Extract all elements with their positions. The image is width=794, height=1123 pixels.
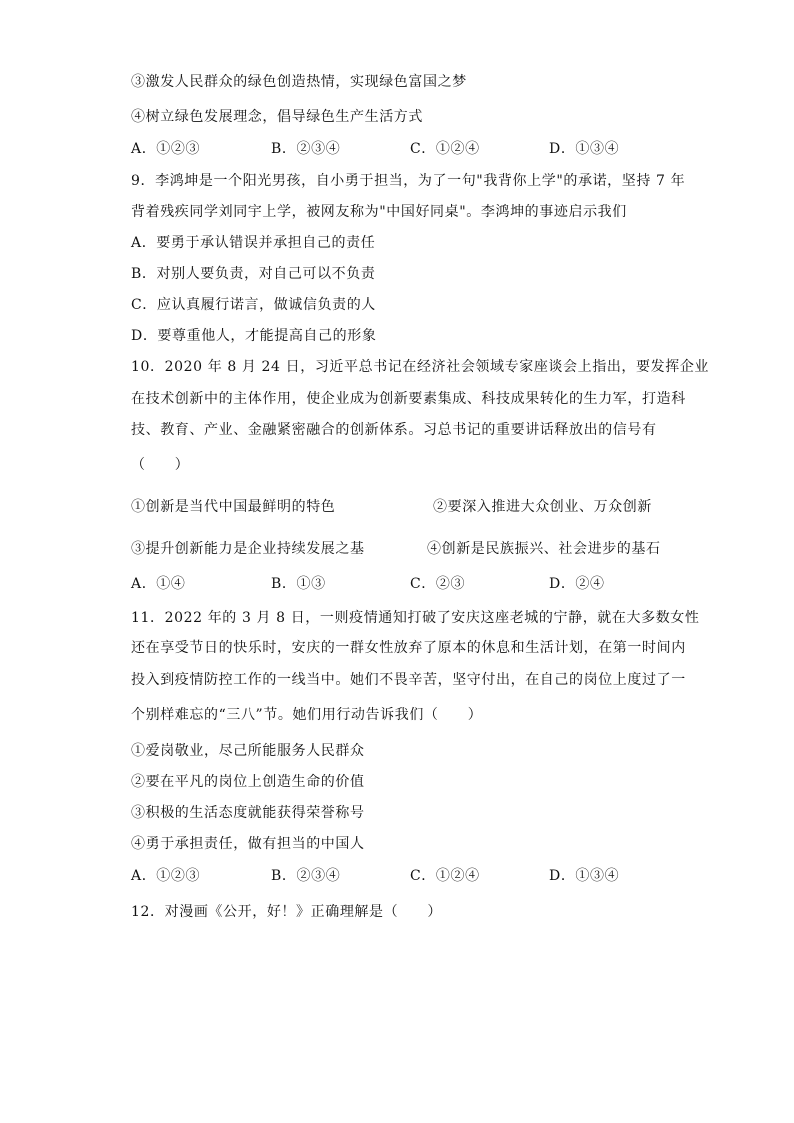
q8-item-3: ③激发人民群众的绿色创造热情，实现绿色富国之梦 <box>131 74 467 90</box>
q8-option-c: C．①②④ <box>410 141 480 157</box>
q9-option-d: D．要尊重他人，才能提高自己的形象 <box>131 328 377 344</box>
q9-option-a: A．要勇于承认错误并承担自己的责任 <box>131 235 376 251</box>
q10-item-1: ①创新是当代中国最鲜明的特色 <box>131 499 336 515</box>
q11-options <box>131 866 671 886</box>
q8-item-4: ④树立绿色发展理念，倡导绿色生产生活方式 <box>131 109 423 125</box>
q9-option-b: B．对别人要负责，对自己可以不负责 <box>131 266 376 282</box>
q10-item-4: ④创新是民族振兴、社会进步的基石 <box>427 541 661 557</box>
q11-item-3: ③积极的生活态度就能获得荣誉称号 <box>131 805 365 821</box>
q8-option-d: D．①③④ <box>549 141 620 157</box>
q10-stem-line-1: 10．2020 年 8 月 24 日，习近平总书记在经济社会领域专家座谈会上指出，要发挥企业 <box>131 359 710 375</box>
q10-answer-blank: （ ） <box>131 457 190 473</box>
q8-option-b: B．②③④ <box>271 141 341 157</box>
q9-stem-line-2: 背着残疾同学刘同宇上学，被网友称为"中国好同桌"。李鸿坤的事迹启示我们 <box>131 204 627 220</box>
q10-option-c: C．②③ <box>410 576 466 592</box>
q9-option-c: C．应认真履行诺言，做诚信负责的人 <box>131 297 376 313</box>
q10-option-b: B．①③ <box>271 576 326 592</box>
q11-stem-line-2: 还在享受节日的快乐时，安庆的一群女性放弃了原本的休息和生活计划，在第一时间内 <box>131 640 686 656</box>
q11-option-d: D．①③④ <box>549 868 620 884</box>
q8-option-a: A．①②③ <box>131 141 201 157</box>
q10-stem-line-3: 技、教育、产业、金融紧密融合的创新体系。习总书记的重要讲话释放出的信号有 <box>131 422 657 438</box>
q10-item-2: ②要深入推进大众创业、万众创新 <box>433 499 652 515</box>
q11-option-b: B．②③④ <box>271 868 341 884</box>
q10-stem-line-2: 在技术创新中的主体作用，使企业成为创新要素集成、科技成果转化的生力军，打造科 <box>131 391 686 407</box>
q10-options <box>131 574 671 594</box>
q8-options <box>131 139 671 159</box>
q12-stem-line-1: 12．对漫画《公开，好！》正确理解是（ ） <box>131 904 443 920</box>
q11-item-1: ①爱岗敬业，尽己所能服务人民群众 <box>131 743 365 759</box>
q11-stem-line-4: 个别样难忘的“三八”节。她们用行动告诉我们（ ） <box>131 707 483 723</box>
q11-option-c: C．①②④ <box>410 868 480 884</box>
q10-option-d: D．②④ <box>549 576 605 592</box>
q9-stem-line-1: 9．李鸿坤是一个阳光男孩，自小勇于担当，为了一句"我背你上学"的承诺，坚持 7 年 <box>131 173 686 189</box>
q10-item-3: ③提升创新能力是企业持续发展之基 <box>131 541 365 557</box>
q10-items-row-2 <box>131 539 671 559</box>
q11-stem-line-3: 投入到疫情防控工作的一线当中。她们不畏辛苦，坚守付出，在自己的岗位上度过了一 <box>131 672 686 688</box>
q11-item-2: ②要在平凡的岗位上创造生命的价值 <box>131 774 365 790</box>
q10-option-a: A．①④ <box>131 576 186 592</box>
q10-items-row-1 <box>131 497 671 517</box>
q11-option-a: A．①②③ <box>131 868 201 884</box>
q11-item-4: ④勇于承担责任，做有担当的中国人 <box>131 836 365 852</box>
q11-stem-line-1: 11．2022 年的 3 月 8 日，一则疫情通知打破了安庆这座老城的宁静，就在大多数女性 <box>131 610 700 626</box>
